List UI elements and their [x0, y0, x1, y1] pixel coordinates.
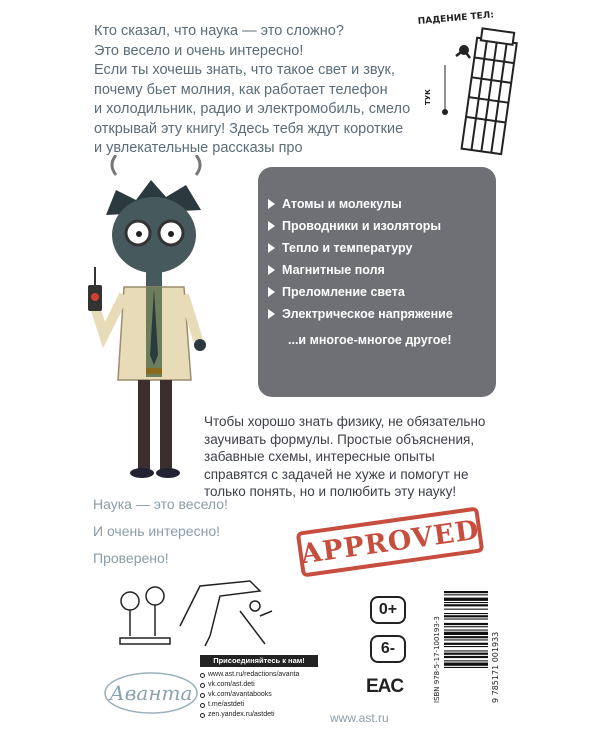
barcode-bar: [444, 643, 488, 645]
barcode-bar: [444, 602, 488, 603]
barcode-bar: [444, 591, 488, 593]
intro-line: почему бьет молния, как работает телефон: [94, 81, 388, 98]
barcode-bar: [444, 609, 488, 610]
social-link[interactable]: zen.yandex.ru/astdeti: [200, 710, 318, 720]
barcode-bar: [444, 619, 488, 620]
arrow-icon: [268, 221, 275, 231]
topic-label: Электрическое напряжение: [282, 307, 453, 321]
arrow-icon: [268, 287, 275, 297]
intro-line: открывай эту книгу! Здесь тебя ждут короткие: [94, 120, 404, 137]
social-link[interactable]: www.ast.ru/redactions/avanta: [200, 670, 318, 680]
barcode-bar: [444, 613, 488, 614]
barcode-bar: [444, 667, 488, 668]
arrow-icon: [268, 265, 275, 275]
physics-paragraph: Чтобы хорошо знать физику, не обязательно заучивать формулы. Простые объяснения, забавные схемы, интересные опыты справятся с задачей не хуже и помогут не только понять, но и полюбить эту науку!: [204, 414, 486, 499]
isbn-text: ISBN 978-5-17-100193-3: [433, 616, 441, 703]
leaning-tower-illustration: [410, 10, 530, 160]
avanta-logo-text: Аванта: [109, 681, 193, 705]
eac-mark: EAC: [366, 676, 404, 697]
link-icon: [200, 713, 205, 718]
link-icon: [200, 683, 205, 688]
approved-stamp: APPROVED: [296, 506, 485, 577]
barcode-bar: [444, 653, 488, 655]
topics-box: [258, 167, 496, 397]
fun-lines: [93, 494, 228, 575]
link-icon: [200, 673, 205, 678]
barcode-bar: [444, 636, 488, 638]
join-us-label: Присоединяйтесь к нам!: [200, 655, 318, 667]
isbn-barcode: [432, 587, 500, 703]
topic-label: Тепло и температуру: [282, 241, 413, 255]
barcode-bar: [444, 626, 488, 627]
barcode-bar: [444, 630, 488, 631]
topic-label: Проводники и изоляторы: [282, 219, 442, 233]
age-rating-badge: 6-: [370, 635, 406, 663]
barcode-digits: 9 785171 001933: [491, 631, 500, 703]
topic-item: [268, 193, 496, 215]
social-link[interactable]: t.me/astdeti: [200, 700, 318, 710]
topics-more: ...и многое-многое другое!: [288, 333, 452, 347]
experiment-sketch-illustration: [110, 566, 280, 651]
intro-line: и увлекательные рассказы про: [94, 140, 303, 156]
arrow-icon: [268, 199, 275, 209]
barcode-bar: [444, 598, 488, 601]
barcode-bar: [444, 632, 488, 635]
intro-text: [94, 22, 414, 159]
intro-line: Это весело и очень интересно!: [94, 42, 304, 59]
intro-line: Кто сказал, что наука — это сложно?: [94, 23, 344, 39]
arrow-icon: [268, 243, 275, 253]
social-links: [200, 655, 318, 720]
topic-label: Магнитные поля: [282, 263, 385, 277]
topic-item: [268, 259, 496, 281]
tuk-label: ТУК: [424, 89, 432, 105]
social-link[interactable]: vk.com/avantabooks: [200, 690, 318, 700]
topic-label: Преломление света: [282, 285, 405, 299]
barcode-bar: [444, 656, 488, 658]
fun-line-1: Наука — это весело!: [93, 496, 228, 512]
topic-item: [268, 303, 496, 325]
arrow-icon: [268, 309, 275, 319]
fun-line-3: Проверено!: [93, 550, 169, 566]
topic-item: [268, 281, 496, 303]
link-icon: [200, 693, 205, 698]
barcode-bar: [444, 639, 488, 640]
fun-line-2: И очень интересно!: [93, 523, 220, 539]
barcode-bar: [444, 646, 488, 647]
barcode-bar: [444, 594, 488, 595]
avanta-logo: [103, 671, 199, 715]
falling-bodies-caption: ПАДЕНИЕ ТЕЛ:: [417, 10, 495, 27]
social-link[interactable]: vk.com/ast.deti: [200, 680, 318, 690]
age-rating-badge: 0+: [370, 596, 406, 624]
barcode-bar: [444, 663, 488, 666]
barcode-bar: [444, 623, 488, 625]
intro-line: и холодильник, радио и электромобиль, смело: [94, 101, 411, 117]
topic-label: Атомы и молекулы: [282, 197, 402, 211]
topic-item: [268, 237, 496, 259]
barcode-bar: [444, 650, 488, 651]
intro-line: Если ты хочешь знать, что такое свет и звук,: [94, 62, 395, 78]
barcode-bar: [444, 660, 488, 661]
topic-item: [268, 215, 496, 237]
barcode-bar: [444, 615, 488, 617]
barcode-bar: [444, 604, 488, 606]
link-icon: [200, 703, 205, 708]
website-url[interactable]: www.ast.ru: [330, 711, 389, 725]
